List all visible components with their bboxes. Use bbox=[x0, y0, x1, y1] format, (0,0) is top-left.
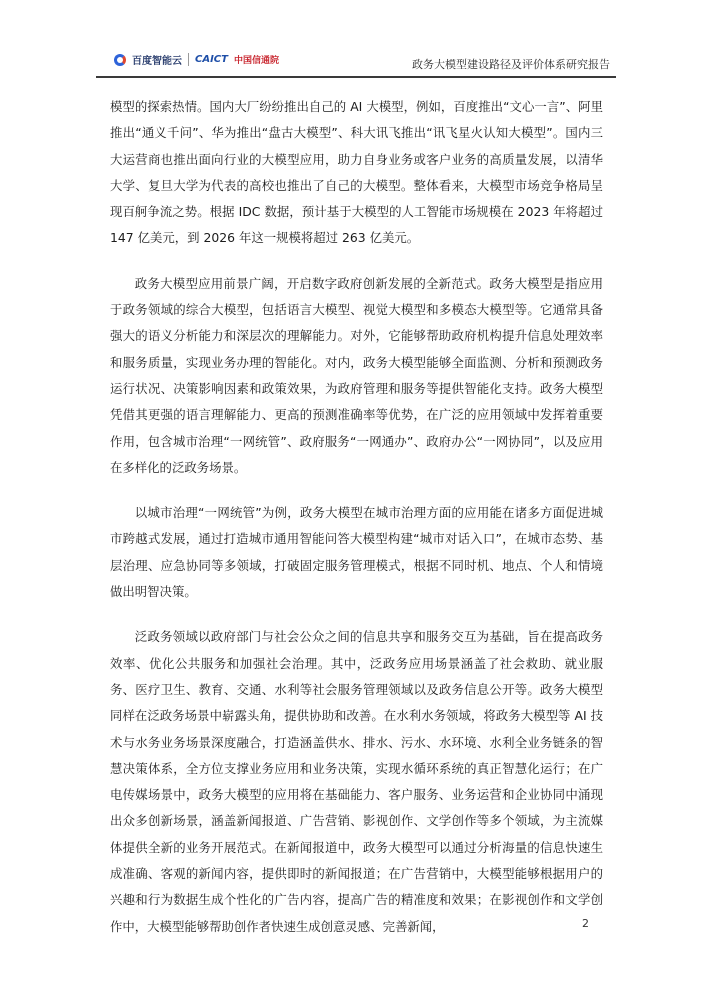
body-text bbox=[110, 94, 603, 959]
paragraph-4: 泛政务领域以政府部门与社会公众之间的信息共享和服务交互为基础，旨在提高政务效率、优化公共服务和加强社会治理。其中，泛政务应用场景涵盖了社会救助、就业服务、医疗卫生、教育、交通、水利等社会服务管理领域以及政务信息公开等。政务大模型同样在泛政务场景中崭露头角，提供协助和改善。在水利水务领域，将政务大模型等 AI 技术与水务业务场景深度融合，打造涵盖供水、排水、污水、水环境、水利全业务链条的智慧决策体系，全方位支撑业务应用和业务决策，实现水循环系统的真正智慧化运行；在广电传媒场景中，政务大模型的应用将在基础能力、客户服务、业务运营和企业协同中涌现出众多创新场景，涵盖新闻报道、广告营销、影视创作、文学创作等多个领域，为主流媒体提供全新的业务开展范式。在新闻报道中，政务大模型可以通过分析海量的信息快速生成准确、客观的新闻内容，提供即时的新闻报道；在广告营销中，大模型能够根据用户的兴趣和行为数据生成个性化的广告内容，提高广告的精准度和效果；在影视创作和文学创作中，大模型能够帮助创作者快速生成创意灵感、完善新闻， bbox=[110, 629, 603, 934]
page-header bbox=[96, 50, 616, 78]
caict-logo-text: 中国信通院 bbox=[233, 56, 279, 66]
caict-logo-brand: CAICT bbox=[195, 54, 228, 65]
report-title: 政务大模型建设路径及评价体系研究报告 bbox=[412, 58, 610, 71]
header-divider bbox=[96, 76, 616, 78]
page-number: 2 bbox=[582, 917, 589, 930]
paragraph-3: 以城市治理“一网统管”为例，政务大模型在城市治理方面的应用能在诸多方面促进城市跨越式发展，通过打造城市通用智能问答大模型构建“城市对话入口”，在城市态势、基层治理、应急协同等多领域，打破固定服务管理模式，根据不同时机、地点、个人和情境做出明智决策。 bbox=[110, 505, 603, 600]
logo-divider bbox=[188, 53, 189, 66]
paragraph-2: 政务大模型应用前景广阔，开启数字政府创新发展的全新范式。政务大模型是指应用于政务领域的综合大模型，包括语言大模型、视觉大模型和多模态大模型等。它通常具备强大的语义分析能力和深层次的理解能力。对外，它能够帮助政府机构提升信息处理效率和服务质量，实现业务办理的智能化。对内，政务大模型能够全面监测、分析和预测政务运行状况、决策影响因素和政策效果，为政府管理和服务等提供智能化支持。政务大模型凭借其更强的语言理解能力、更高的预测准确率等优势，在广泛的应用领域中发挥着重要作用，包含城市治理“一网统管”、政府服务“一网通办”、政府办公“一网协同”，以及应用在多样化的泛政务场景。 bbox=[110, 275, 603, 475]
paragraph-1: 模型的探索热情。国内大厂纷纷推出自己的 AI 大模型，例如，百度推出“文心一言”、阿里推出“通义千问”、华为推出“盘古大模型”、科大讯飞推出“讯飞星火认知大模型”。国内三大运营商也推出面向行业的大模型应用，助力自身业务或客户业务的高质量发展，以清华大学、复旦大学为代表的高校也推出了自己的大模型。整体看来，大模型市场竞争格局呈现百舸争流之势。根据 IDC 数据，预计基于大模型的人工智能市场规模在 2023 年将超过 147 亿美元，到 2026 年这一规模将超过 263 亿美元。 bbox=[110, 99, 603, 246]
baidu-cloud-logo-text: 百度智能云 bbox=[132, 56, 182, 67]
baidu-cloud-logo-icon bbox=[114, 54, 126, 66]
header-logos bbox=[114, 52, 279, 67]
